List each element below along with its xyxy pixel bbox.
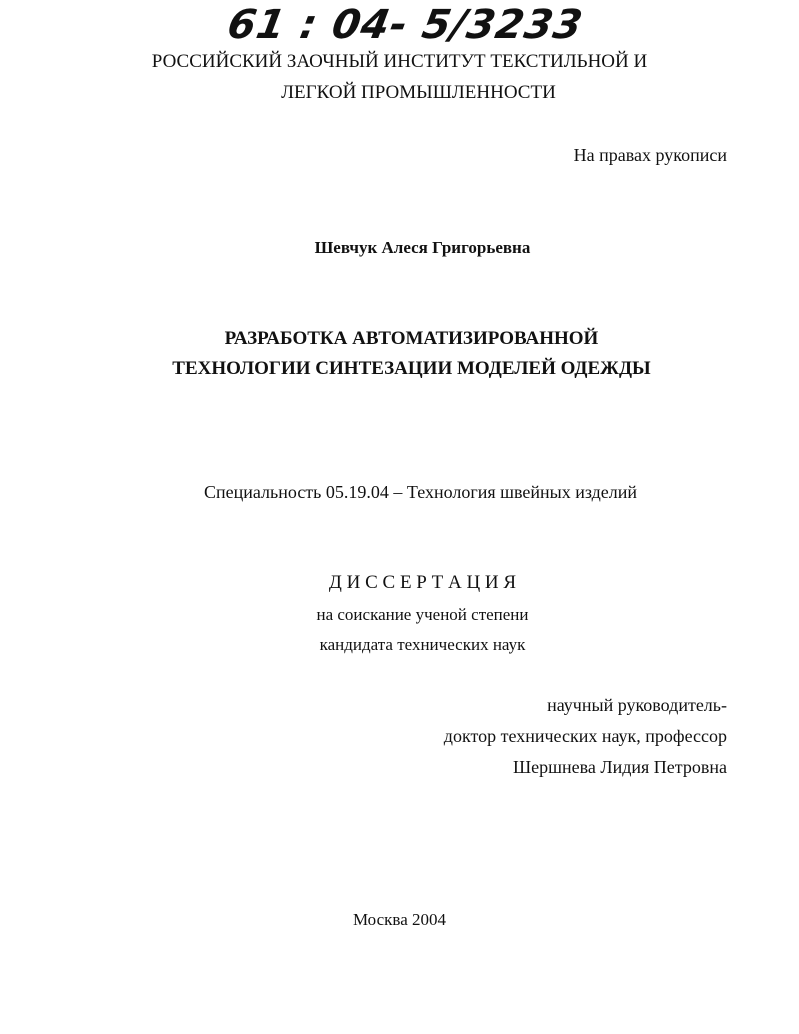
specialty: Специальность 05.19.04 – Технология швейных изделий xyxy=(204,482,638,502)
work-type: Д И С С Е Р Т А Ц И Я xyxy=(328,572,517,593)
author-name: Шевчук Алеся Григорьевна xyxy=(314,238,531,257)
supervisor-degree: доктор технических наук, профессор xyxy=(443,726,727,746)
institute-line-1: РОССИЙСКИЙ ЗАОЧНЫЙ ИНСТИТУТ ТЕКСТИЛЬНОЙ И xyxy=(151,51,648,72)
supervisor-role: научный руководитель- xyxy=(547,695,727,715)
city-year: Москва 2004 xyxy=(352,910,447,929)
manuscript-note: На правах рукописи xyxy=(573,145,727,165)
handwritten-archive-code: 61 : 04- 5/3233 xyxy=(223,2,587,48)
title-line-1: РАЗРАБОТКА АВТОМАТИЗИРОВАННОЙ xyxy=(224,328,599,349)
supervisor-name: Шершнева Лидия Петровна xyxy=(513,757,727,777)
institute-line-2: ЛЕГКОЙ ПРОМЫШЛЕННОСТИ xyxy=(281,82,556,103)
degree-line-1: на соискание ученой степени xyxy=(316,605,529,624)
title-line-2: ТЕХНОЛОГИИ СИНТЕЗАЦИИ МОДЕЛЕЙ ОДЕЖДЫ xyxy=(172,358,651,379)
degree-line-2: кандидата технических наук xyxy=(319,635,526,654)
